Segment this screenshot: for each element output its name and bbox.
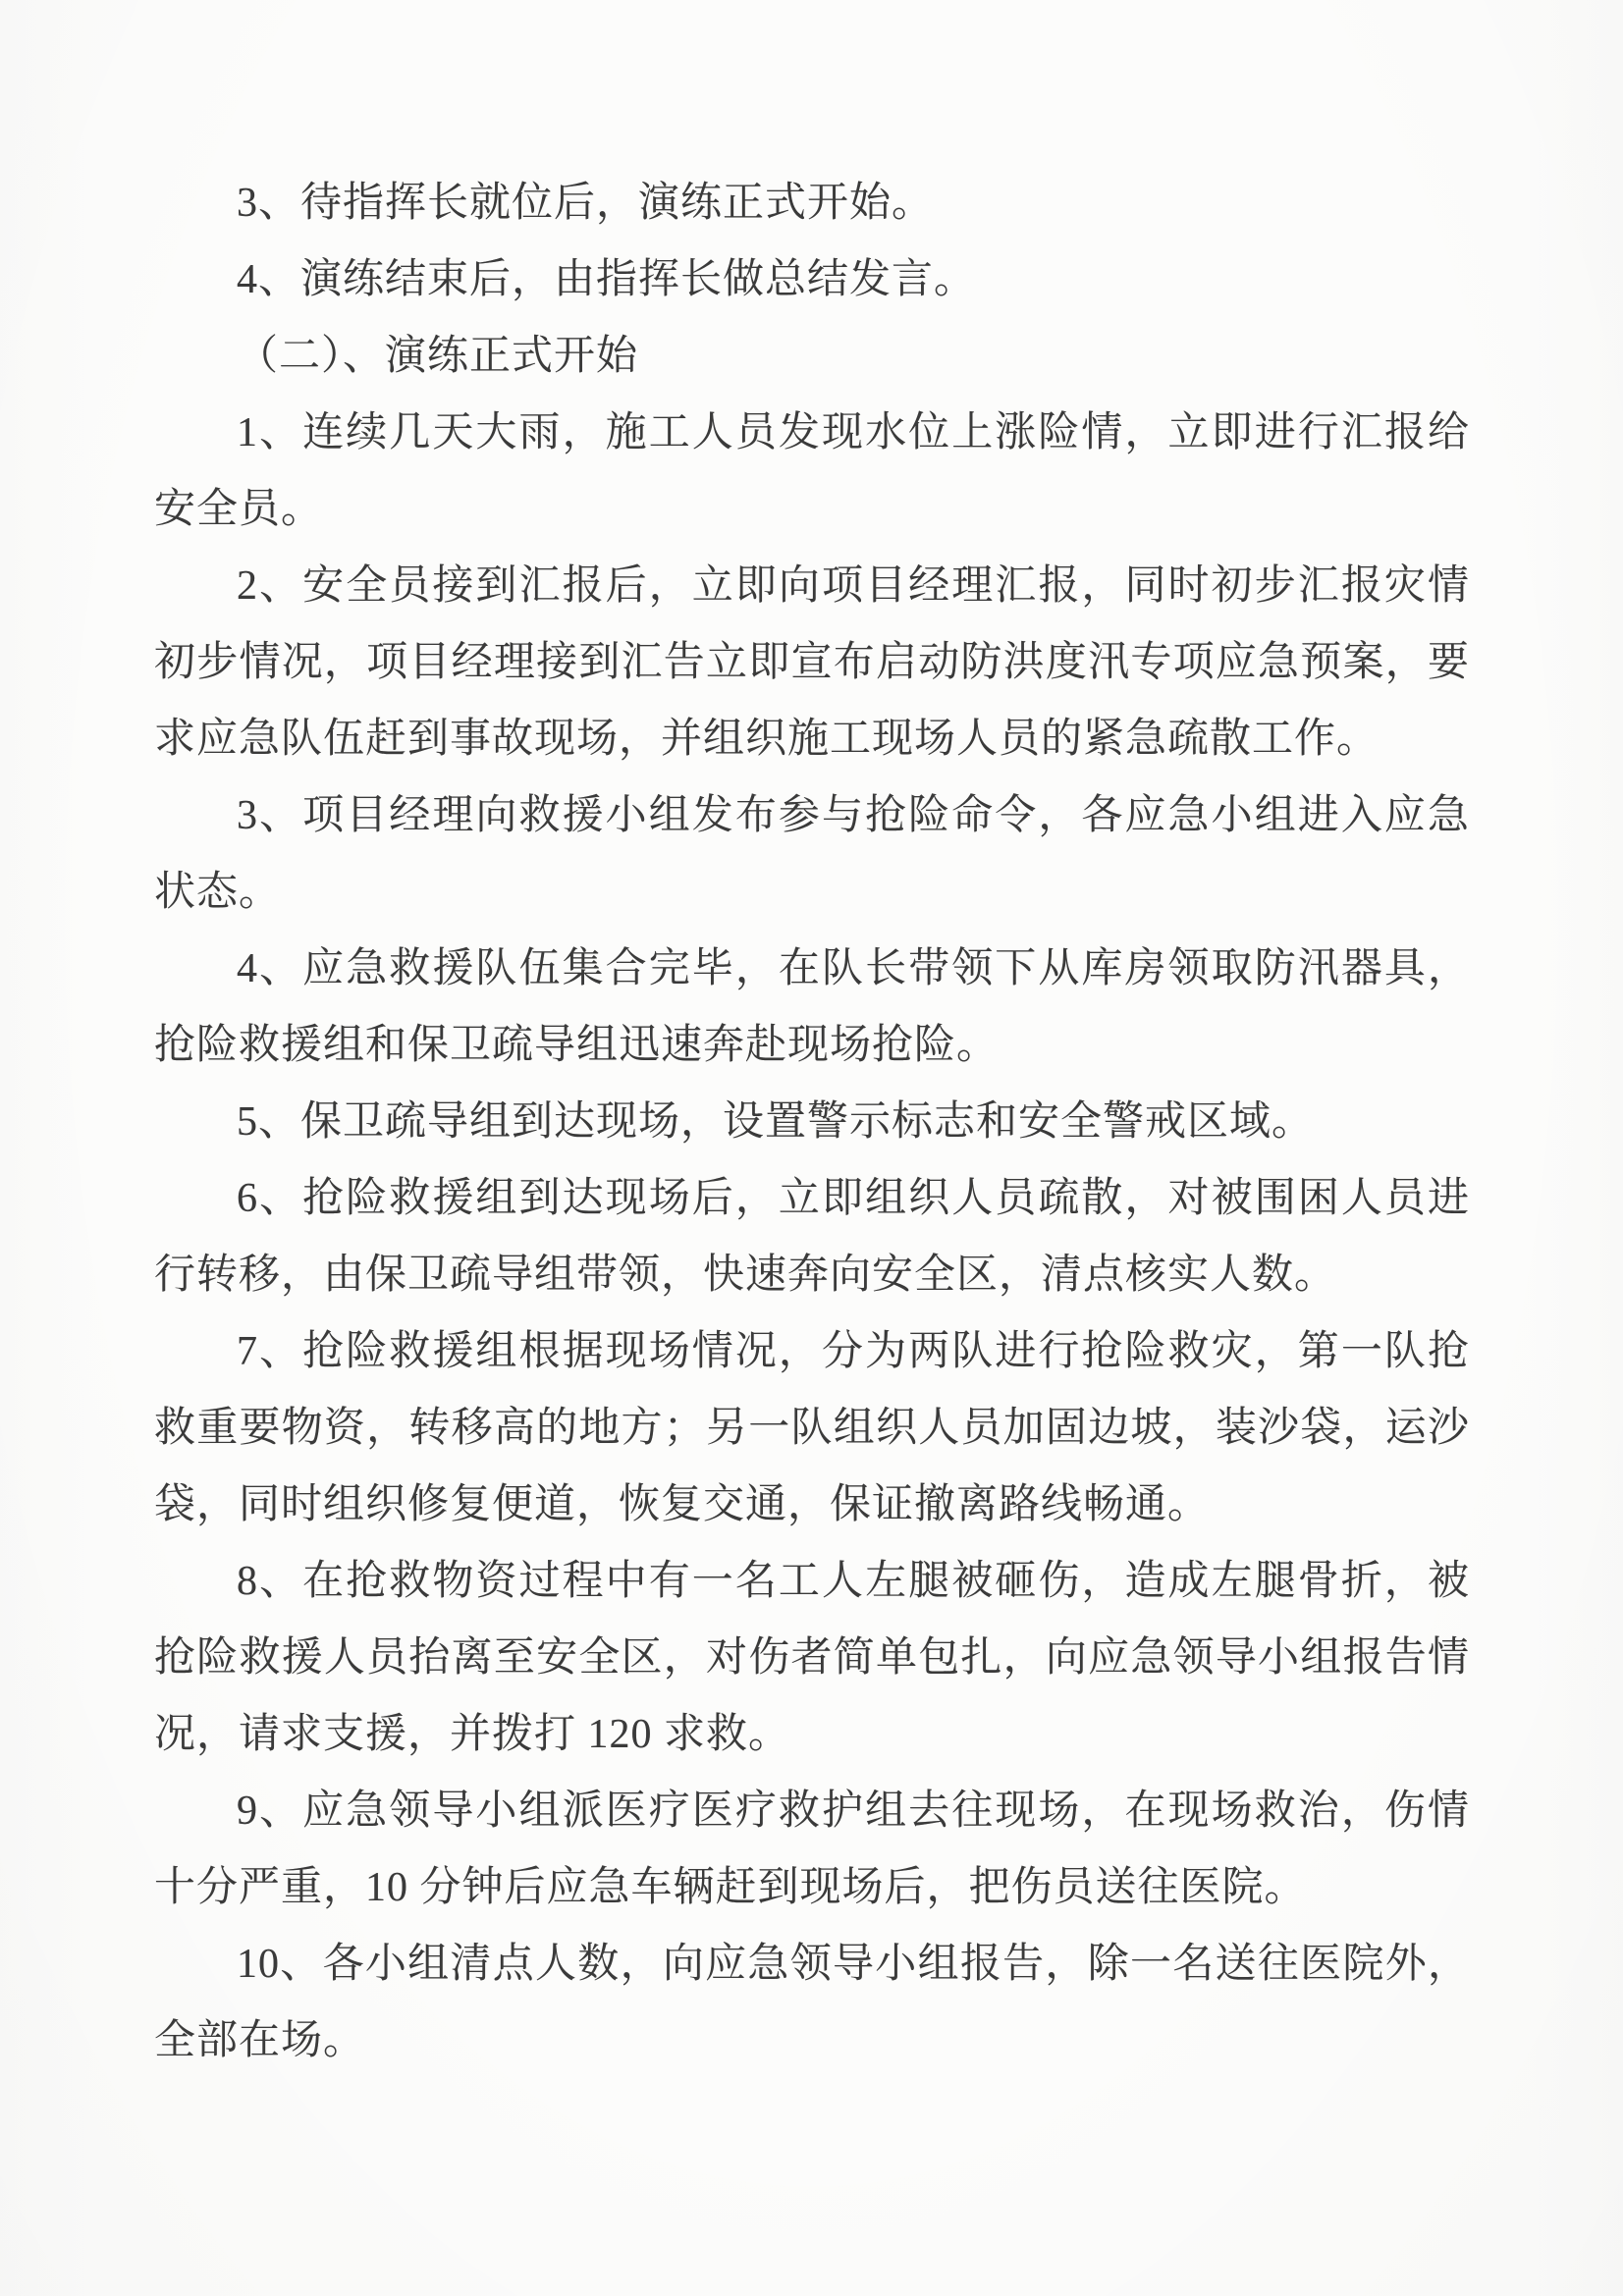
paragraph-step-5: 5、保卫疏导组到达现场，设置警示标志和安全警戒区域。 [237,1099,1315,1145]
paragraph-step-6: 6、抢险救援组到达现场后，立即组织人员疏散，对被围困人员进行转移，由保卫疏导组带领，快速奔向安全区，清点核实人数。 [154,1176,1470,1298]
paragraph-step-8: 8、在抢救物资过程中有一名工人左腿被砸伤，造成左腿骨折，被抢险救援人员抬离至安全区，对伤者简单包扎，向应急领导小组报告情况，请求支援，并拨打 120 求救。 [154,1559,1470,1757]
paragraph-step-4: 4、应急救援队伍集合完毕，在队长带领下从库房领取防汛器具，抢险救援组和保卫疏导组迅速奔赴现场抢险。 [154,946,1470,1068]
section-heading-drill-start: （二）、演练正式开始 [237,334,639,379]
paragraph-step-2: 2、安全员接到汇报后，立即向项目经理汇报，同时初步汇报灾情初步情况，项目经理接到汇告立即宣布启动防洪度汛专项应急预案，要求应急队伍赶到事故现场，并组织施工现场人员的紧急疏散工作。 [154,563,1470,762]
document-text-block [154,165,1470,2079]
paragraph-step-1: 1、连续几天大雨，施工人员发现水位上涨险情，立即进行汇报给安全员。 [154,410,1470,532]
paragraph-step-10: 10、各小组清点人数，向应急领导小组报告，除一名送往医院外，全部在场。 [154,1942,1470,2063]
paragraph-step-3-prep: 3、待指挥长就位后，演练正式开始。 [237,181,935,226]
paragraph-step-3: 3、项目经理向救援小组发布参与抢险命令，各应急小组进入应急状态。 [154,793,1470,915]
paragraph-step-4-prep: 4、演练结束后，由指挥长做总结发言。 [237,257,977,302]
paragraph-step-7: 7、抢险救援组根据现场情况，分为两队进行抢险救灾，第一队抢救重要物资，转移高的地方；另一队组织人员加固边坡，装沙袋，运沙袋，同时组织修复便道，恢复交通，保证撤离路线畅通。 [154,1329,1470,1527]
paragraph-step-9: 9、应急领导小组派医疗医疗救护组去往现场，在现场救治，伤情十分严重，10 分钟后应急车辆赶到现场后，把伤员送往医院。 [154,1789,1470,1910]
